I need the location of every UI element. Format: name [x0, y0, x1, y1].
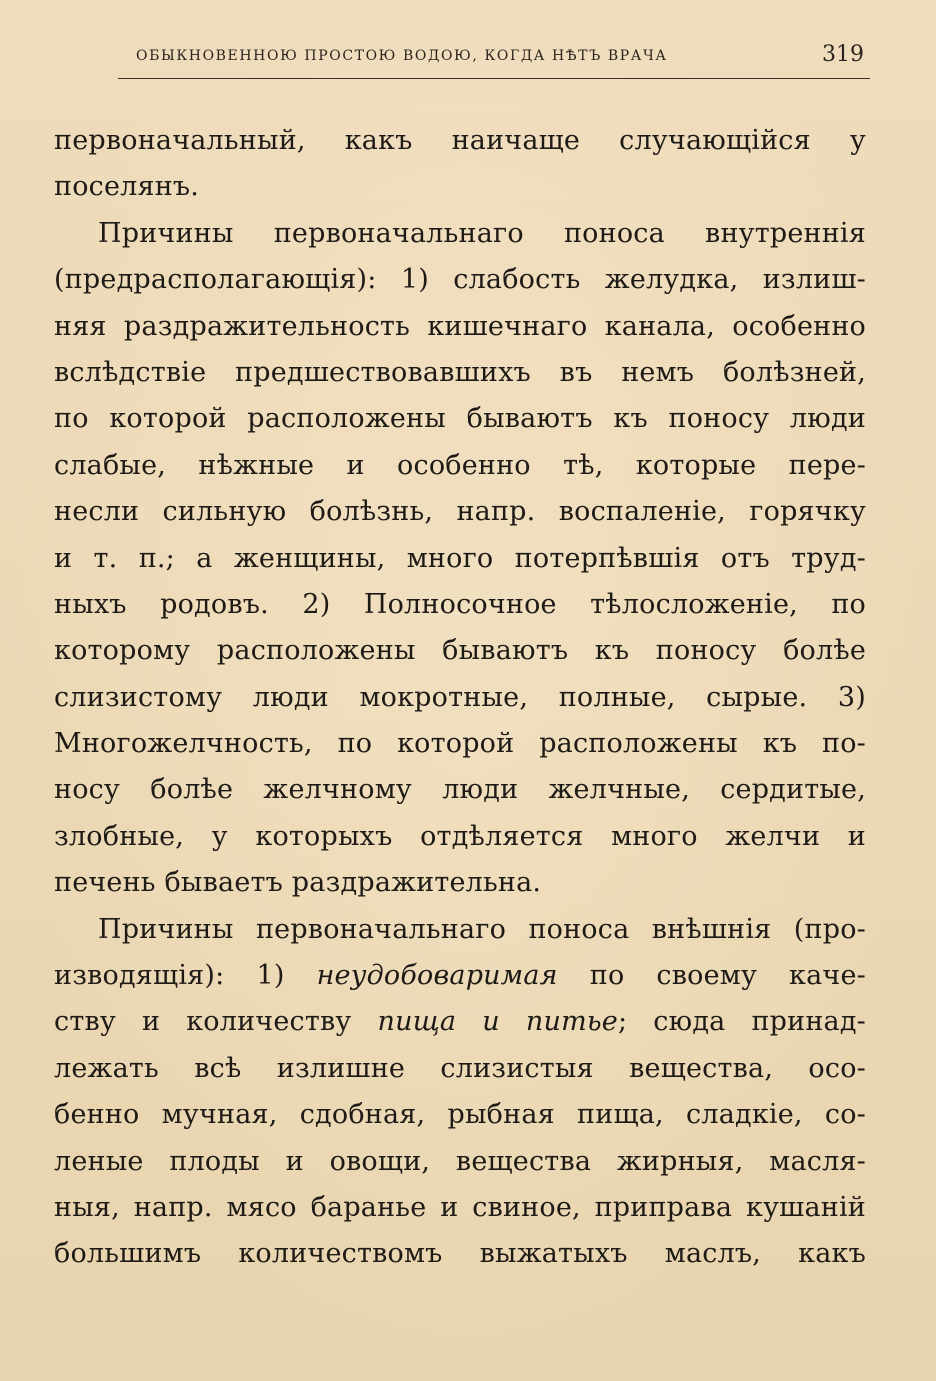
text-line: слизистому люди мокротные, полные, сырые. 3): [54, 681, 866, 713]
text-line: злобные, у которыхъ отдѣляется много желчи и: [54, 820, 866, 852]
text-line: слабые, нѣжные и особенно тѣ, которые пере-: [54, 449, 866, 481]
italic-term: неудобоваримая: [316, 960, 558, 992]
italic-term: пища и питье: [377, 1006, 618, 1038]
running-head-title: ОБЫКНОВЕННОЮ ПРОСТОЮ ВОДОЮ, КОГДА НѢТЪ ВРАЧА: [136, 48, 668, 64]
text-line: лежать всѣ излишне слизистыя вещества, осо-: [54, 1052, 866, 1084]
text-run: по своему каче-: [557, 960, 866, 992]
text-run: ; сюда принад-: [617, 1006, 866, 1038]
text-line: большимъ количествомъ выжатыхъ маслъ, какъ: [54, 1238, 866, 1270]
paragraph-start-line: Причины первоначальнаго поноса внутреннія: [98, 217, 866, 249]
paragraph-start-line: Причины первоначальнаго поноса внѣшнія (про-: [98, 913, 866, 945]
text-line: вслѣдствіе предшествовавшихъ въ немъ болѣзней,: [54, 356, 866, 388]
text-line: печень бываетъ раздражительна.: [54, 867, 542, 899]
text-line: поселянъ.: [54, 171, 200, 203]
text-line: леные плоды и овощи, вещества жирныя, масля-: [54, 1145, 866, 1177]
text-line: няя раздражительность кишечнаго канала, особенно: [54, 310, 866, 342]
text-line: которому расположены бываютъ къ поносу болѣе: [54, 635, 866, 667]
text-line: ныя, напр. мясо баранье и свиное, приправа кушаній: [54, 1191, 866, 1223]
text-line: бенно мучная, сдобная, рыбная пища, сладкіе, со-: [54, 1099, 866, 1131]
text-line: (предрасполагающія): 1) слабость желудка, излиш-: [54, 264, 866, 296]
header-rule: [118, 78, 870, 79]
text-run: ству и количеству: [54, 1006, 378, 1038]
text-line: Многожелчность, по которой расположены къ по-: [54, 728, 866, 760]
text-line: [54, 953, 866, 999]
running-head: [104, 40, 874, 76]
text-line: первоначальный, какъ наичаще случающійся у: [54, 125, 866, 156]
body-text: [54, 118, 866, 1278]
text-run: изводящія): 1): [54, 960, 317, 992]
text-line: и т. п.; а женщины, много потерпѣвшія отъ труд-: [54, 542, 866, 574]
text-line: носу болѣе желчному люди желчные, сердитые,: [54, 774, 866, 806]
text-line: [54, 999, 866, 1045]
text-line: по которой расположены бываютъ къ поносу люди: [54, 403, 866, 435]
page-number: 319: [822, 42, 864, 67]
text-line: ныхъ родовъ. 2) Полносочное тѣлосложеніе, по: [54, 588, 866, 620]
text-line: несли сильную болѣзнь, напр. воспаленіе, горячку: [54, 496, 866, 528]
